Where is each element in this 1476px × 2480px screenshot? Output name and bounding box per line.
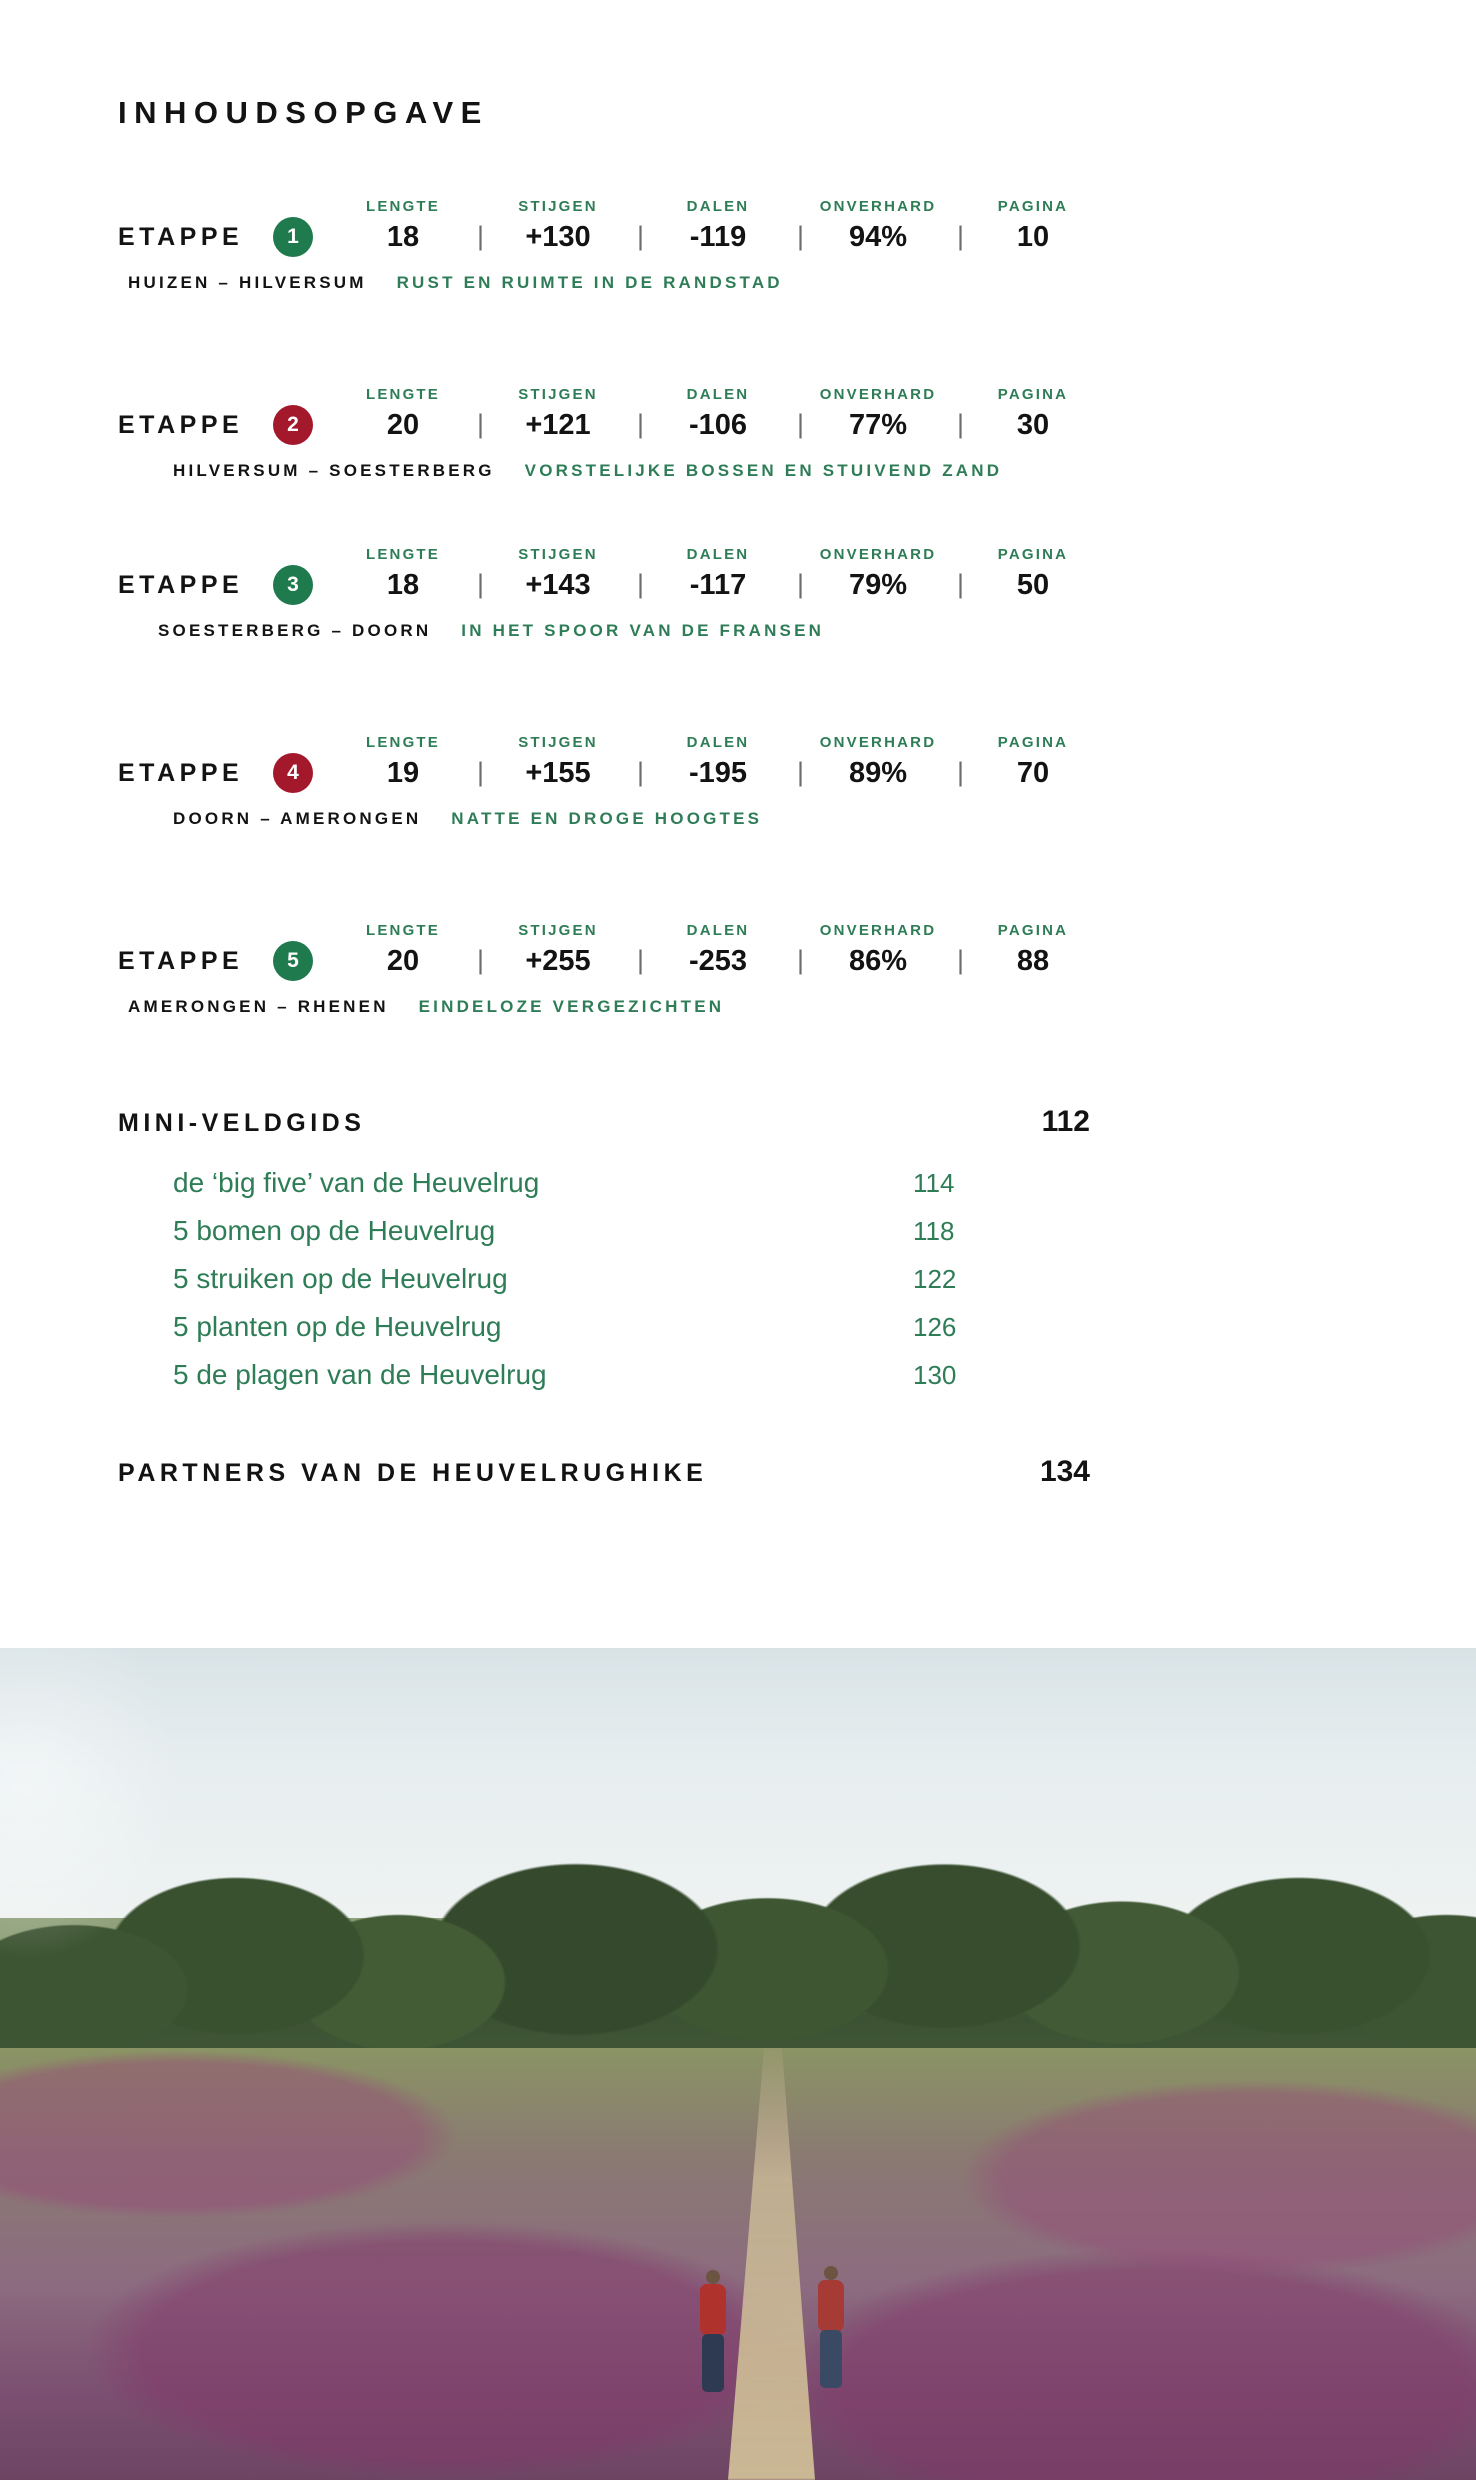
stage-column-headers (118, 729, 1476, 751)
stage-subtitle (118, 997, 1476, 1017)
stage-badge: 4 (273, 753, 313, 793)
partners-title: PARTNERS VAN DE HEUVELRUGHIKE (118, 1459, 708, 1487)
etappe-label: ETAPPE (118, 946, 244, 975)
value-stijgen: +255 | (478, 945, 638, 978)
head-shape (706, 2270, 720, 2284)
stage-route: HUIZEN – HILVERSUM (128, 273, 367, 292)
value-lengte: 18 | (328, 569, 478, 602)
stage-block-1 (118, 193, 1476, 293)
value-stijgen: +121 | (478, 409, 638, 442)
header-pagina: PAGINA (997, 386, 1069, 403)
value-dalen: -253 | (638, 945, 798, 978)
value-onverhard: 86% | (798, 945, 958, 978)
list-item[interactable] (173, 1167, 1476, 1199)
list-item-label: 5 struiken op de Heuvelrug (173, 1263, 508, 1294)
value-stijgen: +130 | (478, 221, 638, 254)
value-onverhard: 89% | (798, 757, 958, 790)
header-lengte: LENGTE (365, 386, 441, 403)
stage-column-headers (118, 541, 1476, 563)
list-item-page: 114 (913, 1168, 955, 1198)
torso-shape (700, 2284, 726, 2336)
list-item-page: 122 (913, 1264, 957, 1294)
header-dalen: DALEN (686, 922, 750, 939)
value-pagina: 70 (1016, 756, 1050, 789)
etappe-label: ETAPPE (118, 222, 244, 251)
list-item[interactable] (173, 1359, 1476, 1391)
stage-badge: 5 (273, 941, 313, 981)
partners-section (118, 1455, 1476, 1489)
list-item[interactable] (173, 1311, 1476, 1343)
stage-values-row (118, 565, 1476, 605)
photo-lens-glare (0, 1648, 260, 2078)
list-item[interactable] (173, 1263, 1476, 1295)
header-dalen: DALEN (686, 546, 750, 563)
mini-veldgids-title: MINI-VELDGIDS (118, 1109, 366, 1137)
header-dalen: DALEN (686, 198, 750, 215)
legs-shape (702, 2334, 724, 2392)
stage-subtitle (118, 461, 1476, 481)
stage-subtitle (118, 809, 1476, 829)
value-pagina: 10 (1016, 220, 1050, 253)
header-stijgen: STIJGEN (518, 386, 598, 403)
value-lengte: 20 | (328, 409, 478, 442)
mini-veldgids-section (118, 1105, 1476, 1391)
stage-values-row (118, 217, 1476, 257)
stage-route: AMERONGEN – RHENEN (128, 997, 389, 1016)
value-stijgen: +155 | (478, 757, 638, 790)
stage-column-headers (118, 917, 1476, 939)
value-onverhard: 79% | (798, 569, 958, 602)
value-onverhard: 77% | (798, 409, 958, 442)
header-lengte: LENGTE (365, 734, 441, 751)
etappe-label: ETAPPE (118, 570, 244, 599)
header-onverhard: ONVERHARD (819, 922, 937, 939)
head-shape (824, 2266, 838, 2280)
value-dalen: -117 | (638, 569, 798, 602)
header-onverhard: ONVERHARD (819, 734, 937, 751)
header-stijgen: STIJGEN (518, 922, 598, 939)
list-item[interactable] (173, 1215, 1476, 1247)
value-dalen: -119 | (638, 221, 798, 254)
value-dalen: -106 | (638, 409, 798, 442)
stage-tagline: IN HET SPOOR VAN DE FRANSEN (461, 621, 825, 640)
list-item-label: de ‘big five’ van de Heuvelrug (173, 1167, 540, 1198)
stage-block-4 (118, 729, 1476, 829)
mini-veldgids-list (118, 1167, 1476, 1391)
header-pagina: PAGINA (997, 734, 1069, 751)
stage-route: DOORN – AMERONGEN (173, 809, 422, 828)
stage-badge: 1 (273, 217, 313, 257)
stage-block-5 (118, 917, 1476, 1017)
stage-badge: 2 (273, 405, 313, 445)
value-dalen: -195 | (638, 757, 798, 790)
stage-column-headers (118, 193, 1476, 215)
stage-subtitle (118, 621, 1476, 641)
header-stijgen: STIJGEN (518, 546, 598, 563)
value-stijgen: +143 | (478, 569, 638, 602)
mini-veldgids-heading (118, 1105, 1476, 1139)
stage-route: HILVERSUM – SOESTERBERG (173, 461, 495, 480)
partners-page: 134 (1039, 1455, 1090, 1488)
header-onverhard: ONVERHARD (819, 198, 937, 215)
etappe-label: ETAPPE (118, 410, 244, 439)
value-lengte: 18 | (328, 221, 478, 254)
heathland-photo (0, 1648, 1476, 2480)
list-item-page: 118 (913, 1216, 955, 1246)
stage-tagline: VORSTELIJKE BOSSEN EN STUIVEND ZAND (524, 461, 1003, 480)
value-pagina: 88 (1016, 944, 1050, 977)
torso-shape (818, 2280, 844, 2332)
value-lengte: 19 | (328, 757, 478, 790)
header-stijgen: STIJGEN (518, 734, 598, 751)
stage-values-row (118, 753, 1476, 793)
list-item-page: 130 (913, 1360, 957, 1390)
stage-values-row (118, 405, 1476, 445)
header-dalen: DALEN (686, 386, 750, 403)
header-pagina: PAGINA (997, 546, 1069, 563)
stage-route: SOESTERBERG – DOORN (158, 621, 432, 640)
stage-block-3 (118, 541, 1476, 641)
header-stijgen: STIJGEN (518, 198, 598, 215)
stage-subtitle (118, 273, 1476, 293)
etappe-label: ETAPPE (118, 758, 244, 787)
value-lengte: 20 | (328, 945, 478, 978)
stage-tagline: EINDELOZE VERGEZICHTEN (418, 997, 725, 1016)
mini-veldgids-page: 112 (1041, 1105, 1090, 1138)
page-title: INHOUDSOPGAVE (118, 95, 489, 130)
list-item-label: 5 de plagen van de Heuvelrug (173, 1359, 547, 1390)
list-item-label: 5 planten op de Heuvelrug (173, 1311, 502, 1342)
header-dalen: DALEN (686, 734, 750, 751)
header-pagina: PAGINA (997, 922, 1069, 939)
value-pagina: 50 (1016, 568, 1050, 601)
stage-tagline: RUST EN RUIMTE IN DE RANDSTAD (396, 273, 783, 292)
list-item-label: 5 bomen op de Heuvelrug (173, 1215, 496, 1246)
list-item-page: 126 (913, 1312, 957, 1342)
stage-values-row (118, 941, 1476, 981)
header-pagina: PAGINA (997, 198, 1069, 215)
header-onverhard: ONVERHARD (819, 546, 937, 563)
header-lengte: LENGTE (365, 922, 441, 939)
header-lengte: LENGTE (365, 198, 441, 215)
stage-block-2 (118, 381, 1476, 481)
value-pagina: 30 (1016, 408, 1050, 441)
header-lengte: LENGTE (365, 546, 441, 563)
stage-column-headers (118, 381, 1476, 403)
value-onverhard: 94% | (798, 221, 958, 254)
stage-badge: 3 (273, 565, 313, 605)
legs-shape (820, 2330, 842, 2388)
stage-tagline: NATTE EN DROGE HOOGTES (451, 809, 763, 828)
header-onverhard: ONVERHARD (819, 386, 937, 403)
